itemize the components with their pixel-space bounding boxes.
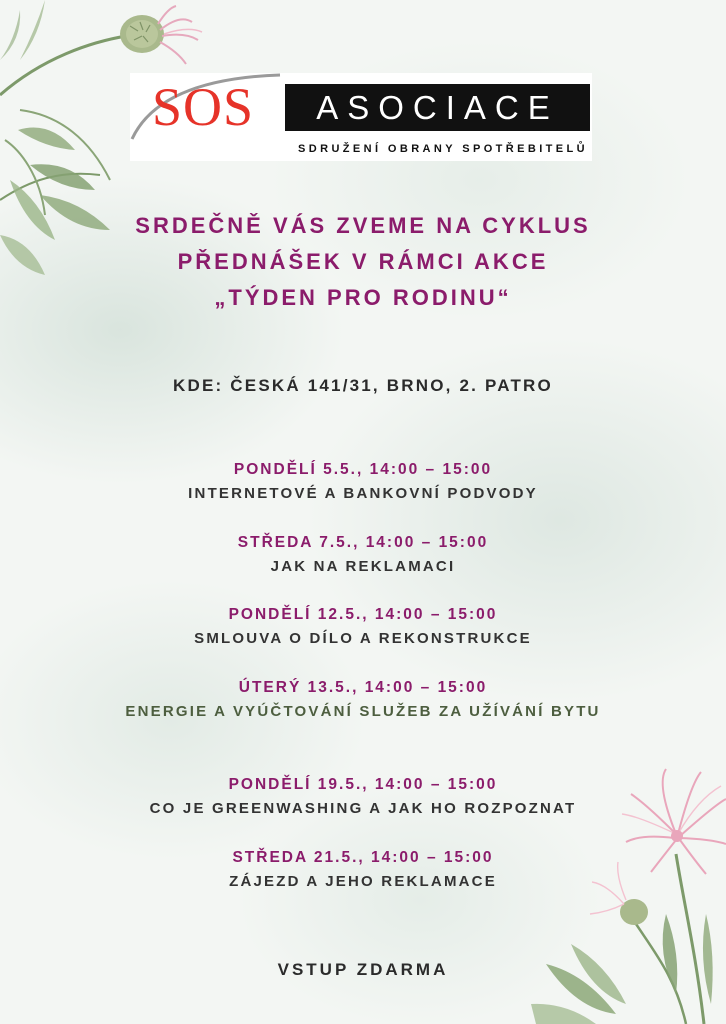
lecture-item [60, 458, 666, 506]
invitation-heading [60, 208, 666, 316]
event-location: KDE: ČESKÁ 141/31, BRNO, 2. PATRO [173, 376, 553, 395]
lecture-title: SMLOUVA O DÍLO A REKONSTRUKCE [194, 630, 532, 647]
logo-name-block: ASOCIACE [285, 84, 590, 131]
admission-free-label: VSTUP ZDARMA [277, 960, 449, 979]
lecture-title: CO JE GREENWASHING A JAK HO ROZPOZNAT [149, 800, 577, 817]
lecture-title: ZÁJEZD A JEHO REKLAMACE [229, 873, 497, 890]
lecture-item [60, 773, 666, 821]
lecture-date: PONDĚLÍ 19.5., 14:00 – 15:00 [228, 776, 498, 793]
invitation-line: „TÝDEN PRO RODINU“ [214, 285, 512, 310]
lecture-date: STŘEDA 21.5., 14:00 – 15:00 [232, 849, 494, 866]
lecture-item [60, 676, 666, 724]
lecture-date: ÚTERÝ 13.5., 14:00 – 15:00 [238, 679, 488, 696]
logo-brand-text: SOS [152, 77, 255, 137]
lecture-date: PONDĚLÍ 5.5., 14:00 – 15:00 [233, 461, 493, 478]
lecture-date: PONDĚLÍ 12.5., 14:00 – 15:00 [228, 606, 498, 623]
lecture-title: JAK NA REKLAMACI [270, 558, 456, 575]
lecture-date: STŘEDA 7.5., 14:00 – 15:00 [237, 534, 489, 551]
lecture-item [60, 531, 666, 579]
lecture-item [60, 846, 666, 894]
invitation-line: SRDEČNĚ VÁS ZVEME NA CYKLUS [135, 213, 591, 238]
lecture-title: ENERGIE A VYÚČTOVÁNÍ SLUŽEB ZA UŽÍVÁNÍ BYTU [125, 703, 601, 720]
lecture-title: INTERNETOVÉ A BANKOVNÍ PODVODY [188, 485, 538, 502]
logo-subtitle: SDRUŽENÍ OBRANY SPOTŘEBITELŮ [298, 143, 588, 155]
sos-asociace-logo [130, 73, 592, 161]
lecture-item [60, 603, 666, 651]
invitation-line: PŘEDNÁŠEK V RÁMCI AKCE [177, 249, 549, 274]
